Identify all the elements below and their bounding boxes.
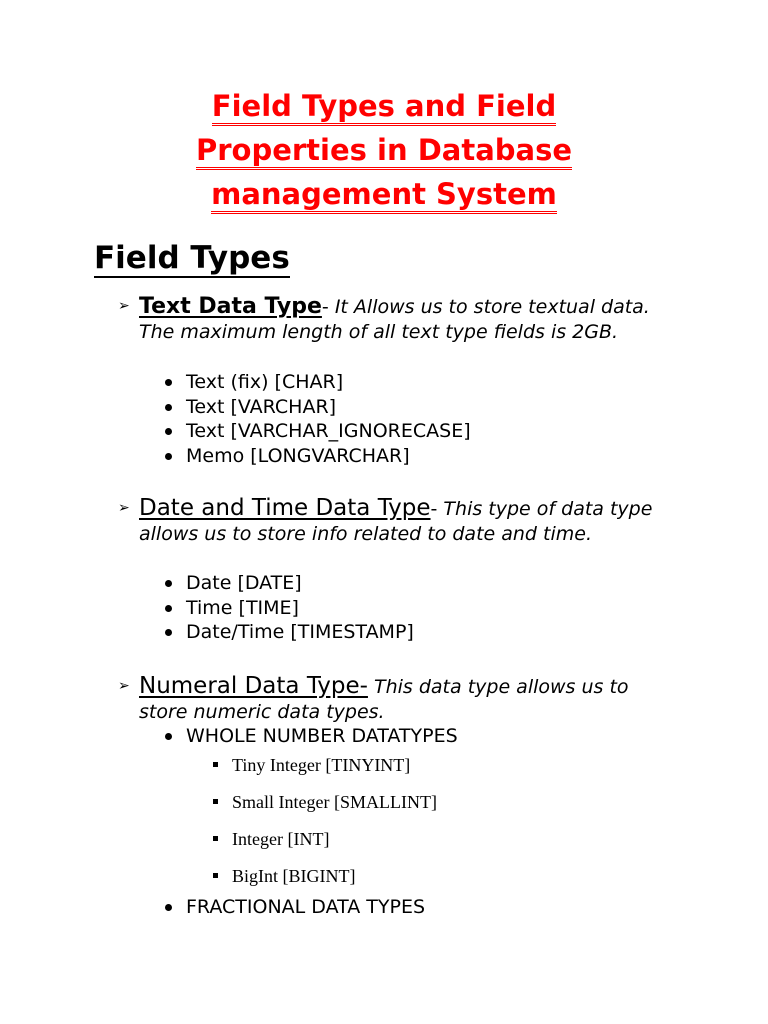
bullet-dot-icon xyxy=(165,733,172,740)
bullet-dot-icon xyxy=(165,379,172,386)
list-item: WHOLE NUMBER DATATYPES xyxy=(165,724,458,749)
square-bullet-icon xyxy=(213,762,218,767)
list-item: Text (fix) [CHAR] xyxy=(165,370,471,395)
group-heading: Text Data Type xyxy=(139,294,322,319)
document-title xyxy=(0,86,768,218)
arrow-bullet-icon: ➢ xyxy=(118,678,130,694)
sub-list-item: Integer [INT] xyxy=(213,827,437,864)
bullet-dot-icon xyxy=(165,629,172,636)
list-item: Date/Time [TIMESTAMP] xyxy=(165,620,414,645)
group-description: This type of data type allows us to store info related to date and time. xyxy=(139,498,653,545)
list-item: Text [VARCHAR] xyxy=(165,395,471,420)
sub-bullet-list xyxy=(213,753,437,901)
group-description: It Allows us to store textual data. The maximum length of all text type fields is 2GB. xyxy=(139,296,650,343)
sub-list-item: BigInt [BIGINT] xyxy=(213,864,437,901)
group-paragraph xyxy=(139,294,679,345)
title-line-2: Properties in Database xyxy=(196,134,572,170)
bullet-dot-icon xyxy=(165,404,172,411)
group-description: This data type allows us to store numeric data types. xyxy=(139,676,629,723)
square-bullet-icon xyxy=(213,799,218,804)
list-item: FRACTIONAL DATA TYPES xyxy=(165,895,425,920)
arrow-bullet-icon: ➢ xyxy=(118,500,130,516)
bullet-dot-icon xyxy=(165,453,172,460)
bullet-dot-icon xyxy=(165,428,172,435)
bullet-list xyxy=(165,571,414,645)
group-separator: - xyxy=(430,498,438,520)
list-item: Date [DATE] xyxy=(165,571,414,596)
arrow-bullet-icon: ➢ xyxy=(118,298,130,314)
group-heading: Numeral Data Type- xyxy=(139,673,368,699)
section-heading: Field Types xyxy=(94,240,290,276)
title-line-3: management System xyxy=(211,178,557,214)
bullet-list xyxy=(165,370,471,468)
list-item: Text [VARCHAR_IGNORECASE] xyxy=(165,419,471,444)
title-line-1: Field Types and Field xyxy=(212,90,556,126)
bullet-dot-icon xyxy=(165,904,172,911)
square-bullet-icon xyxy=(213,873,218,878)
group-paragraph xyxy=(139,496,679,547)
group-paragraph xyxy=(139,674,679,725)
group-separator: - xyxy=(321,296,329,318)
bullet-dot-icon xyxy=(165,580,172,587)
group-heading: Date and Time Data Type xyxy=(139,495,431,521)
list-item: Memo [LONGVARCHAR] xyxy=(165,444,471,469)
sub-list-item: Small Integer [SMALLINT] xyxy=(213,790,437,827)
sub-list-item: Tiny Integer [TINYINT] xyxy=(213,753,437,790)
bullet-list xyxy=(165,895,425,920)
square-bullet-icon xyxy=(213,836,218,841)
bullet-dot-icon xyxy=(165,605,172,612)
list-item: Time [TIME] xyxy=(165,596,414,621)
bullet-list xyxy=(165,724,458,749)
